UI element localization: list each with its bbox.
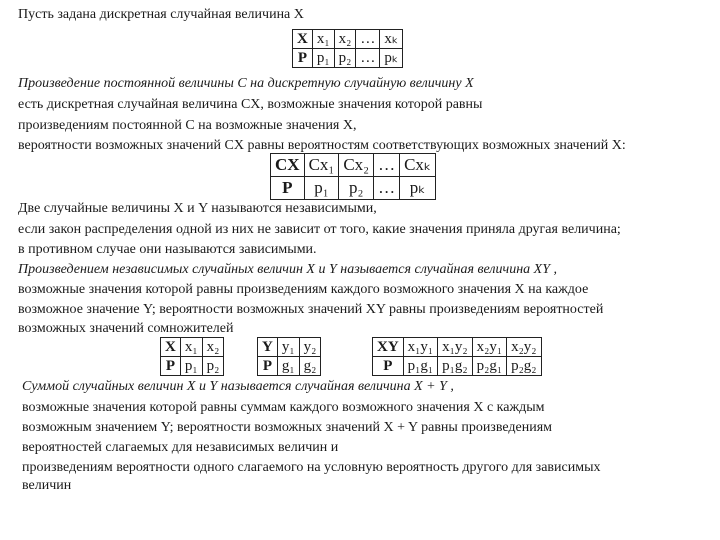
- table-row: [161, 338, 224, 357]
- table-cell: p₁g₁: [403, 357, 437, 376]
- line-independence-2: если закон распределения одной из них не зависит от того, какие значения приняла другая величина;: [18, 222, 621, 237]
- table-cell: XY: [373, 338, 404, 357]
- table-cell: p₂: [334, 49, 356, 68]
- table-cell: …: [374, 154, 400, 177]
- line-sum-5: произведениям вероятности одного слагаемого на условную вероятность другого для зависимых: [22, 460, 601, 475]
- line-product-const-3: произведениям постоянной C на возможные значения X,: [18, 118, 357, 133]
- line-intro: Пусть задана дискретная случайная величина X: [18, 7, 304, 22]
- line-sum-6: величин: [22, 478, 72, 493]
- table-cell: pₖ: [380, 49, 403, 68]
- table-cell: CX: [271, 154, 305, 177]
- line-product-const-def: Произведение постоянной величины C на дискретную случайную величину X: [18, 76, 474, 91]
- distribution-table-y: [257, 337, 321, 376]
- line-sum-3: возможным значением Y; вероятности возможных значений X + Y равны произведениям: [22, 420, 553, 435]
- table-row: [271, 154, 436, 177]
- table-cell: P: [293, 49, 313, 68]
- line-product-const-4: вероятности возможных значений CX равны вероятностям соответствующих возможных значений X:: [18, 138, 626, 153]
- table-row: [373, 338, 542, 357]
- table-cell: Cx₂: [339, 154, 374, 177]
- line-independence-def: Две случайные величины X и Y называются независимыми,: [18, 201, 377, 216]
- table-row: [293, 30, 403, 49]
- table-cell: x₁: [180, 338, 202, 357]
- table-cell: x₁y₁: [403, 338, 437, 357]
- table-cell: y₂: [299, 338, 321, 357]
- line-product-3: возможное значение Y; вероятности возможных значений XY равны произведениям вероятностей: [18, 302, 604, 317]
- table-cell: …: [356, 30, 380, 49]
- distribution-table-xy: [372, 337, 542, 376]
- table-row: [271, 177, 436, 200]
- table-row: [161, 357, 224, 376]
- table-cell: P: [258, 357, 278, 376]
- table-cell: Cxₖ: [400, 154, 436, 177]
- table-cell: p₁g₂: [438, 357, 472, 376]
- line-sum-4: вероятностей слагаемых для независимых величин и: [22, 440, 339, 455]
- table-cell: x₂: [334, 30, 356, 49]
- table-cell: …: [356, 49, 380, 68]
- table-cell: P: [373, 357, 404, 376]
- line-independence-3: в противном случае они называются зависимыми.: [18, 242, 317, 257]
- table-cell: y₁: [277, 338, 299, 357]
- table-cell: pₖ: [400, 177, 436, 200]
- table-cell: Y: [258, 338, 278, 357]
- line-sum-2: возможные значения которой равны суммам каждого возможного значения X с каждым: [22, 400, 545, 415]
- table-cell: x₁y₂: [438, 338, 472, 357]
- line-product-2: возможные значения которой равны произведениям каждого возможного значения X на каждое: [18, 282, 589, 297]
- table-cell: X: [293, 30, 313, 49]
- distribution-table-x: [292, 29, 403, 68]
- table-cell: p₂: [339, 177, 374, 200]
- table-cell: P: [271, 177, 305, 200]
- line-product-const-2: есть дискретная случайная величина CX, возможные значения которой равны: [18, 97, 483, 112]
- table-cell: P: [161, 357, 181, 376]
- line-product-4: возможных значений сомножителей: [18, 321, 234, 336]
- table-cell: p₂g₂: [507, 357, 541, 376]
- table-cell: g₁: [277, 357, 299, 376]
- table-cell: p₂g₁: [472, 357, 506, 376]
- table-cell: Cx₁: [304, 154, 339, 177]
- line-sum-def: Суммой случайных величин X и Y называется случайная величина X + Y ,: [22, 379, 454, 394]
- table-cell: p₁: [304, 177, 339, 200]
- table-cell: xₖ: [380, 30, 403, 49]
- table-cell: x₂y₂: [507, 338, 541, 357]
- distribution-table-cx: [270, 153, 436, 200]
- table-cell: X: [161, 338, 181, 357]
- table-cell: x₂y₁: [472, 338, 506, 357]
- distribution-table-x-small: [160, 337, 224, 376]
- table-cell: p₁: [312, 49, 334, 68]
- table-row: [258, 357, 321, 376]
- table-row: [258, 338, 321, 357]
- table-cell: x₁: [312, 30, 334, 49]
- table-row: [373, 357, 542, 376]
- table-cell: p₂: [202, 357, 224, 376]
- table-cell: p₁: [180, 357, 202, 376]
- table-row: [293, 49, 403, 68]
- table-cell: g₂: [299, 357, 321, 376]
- line-product-def: Произведением независимых случайных величин X и Y называется случайная величина XY ,: [18, 262, 557, 277]
- table-cell: …: [374, 177, 400, 200]
- table-cell: x₂: [202, 338, 224, 357]
